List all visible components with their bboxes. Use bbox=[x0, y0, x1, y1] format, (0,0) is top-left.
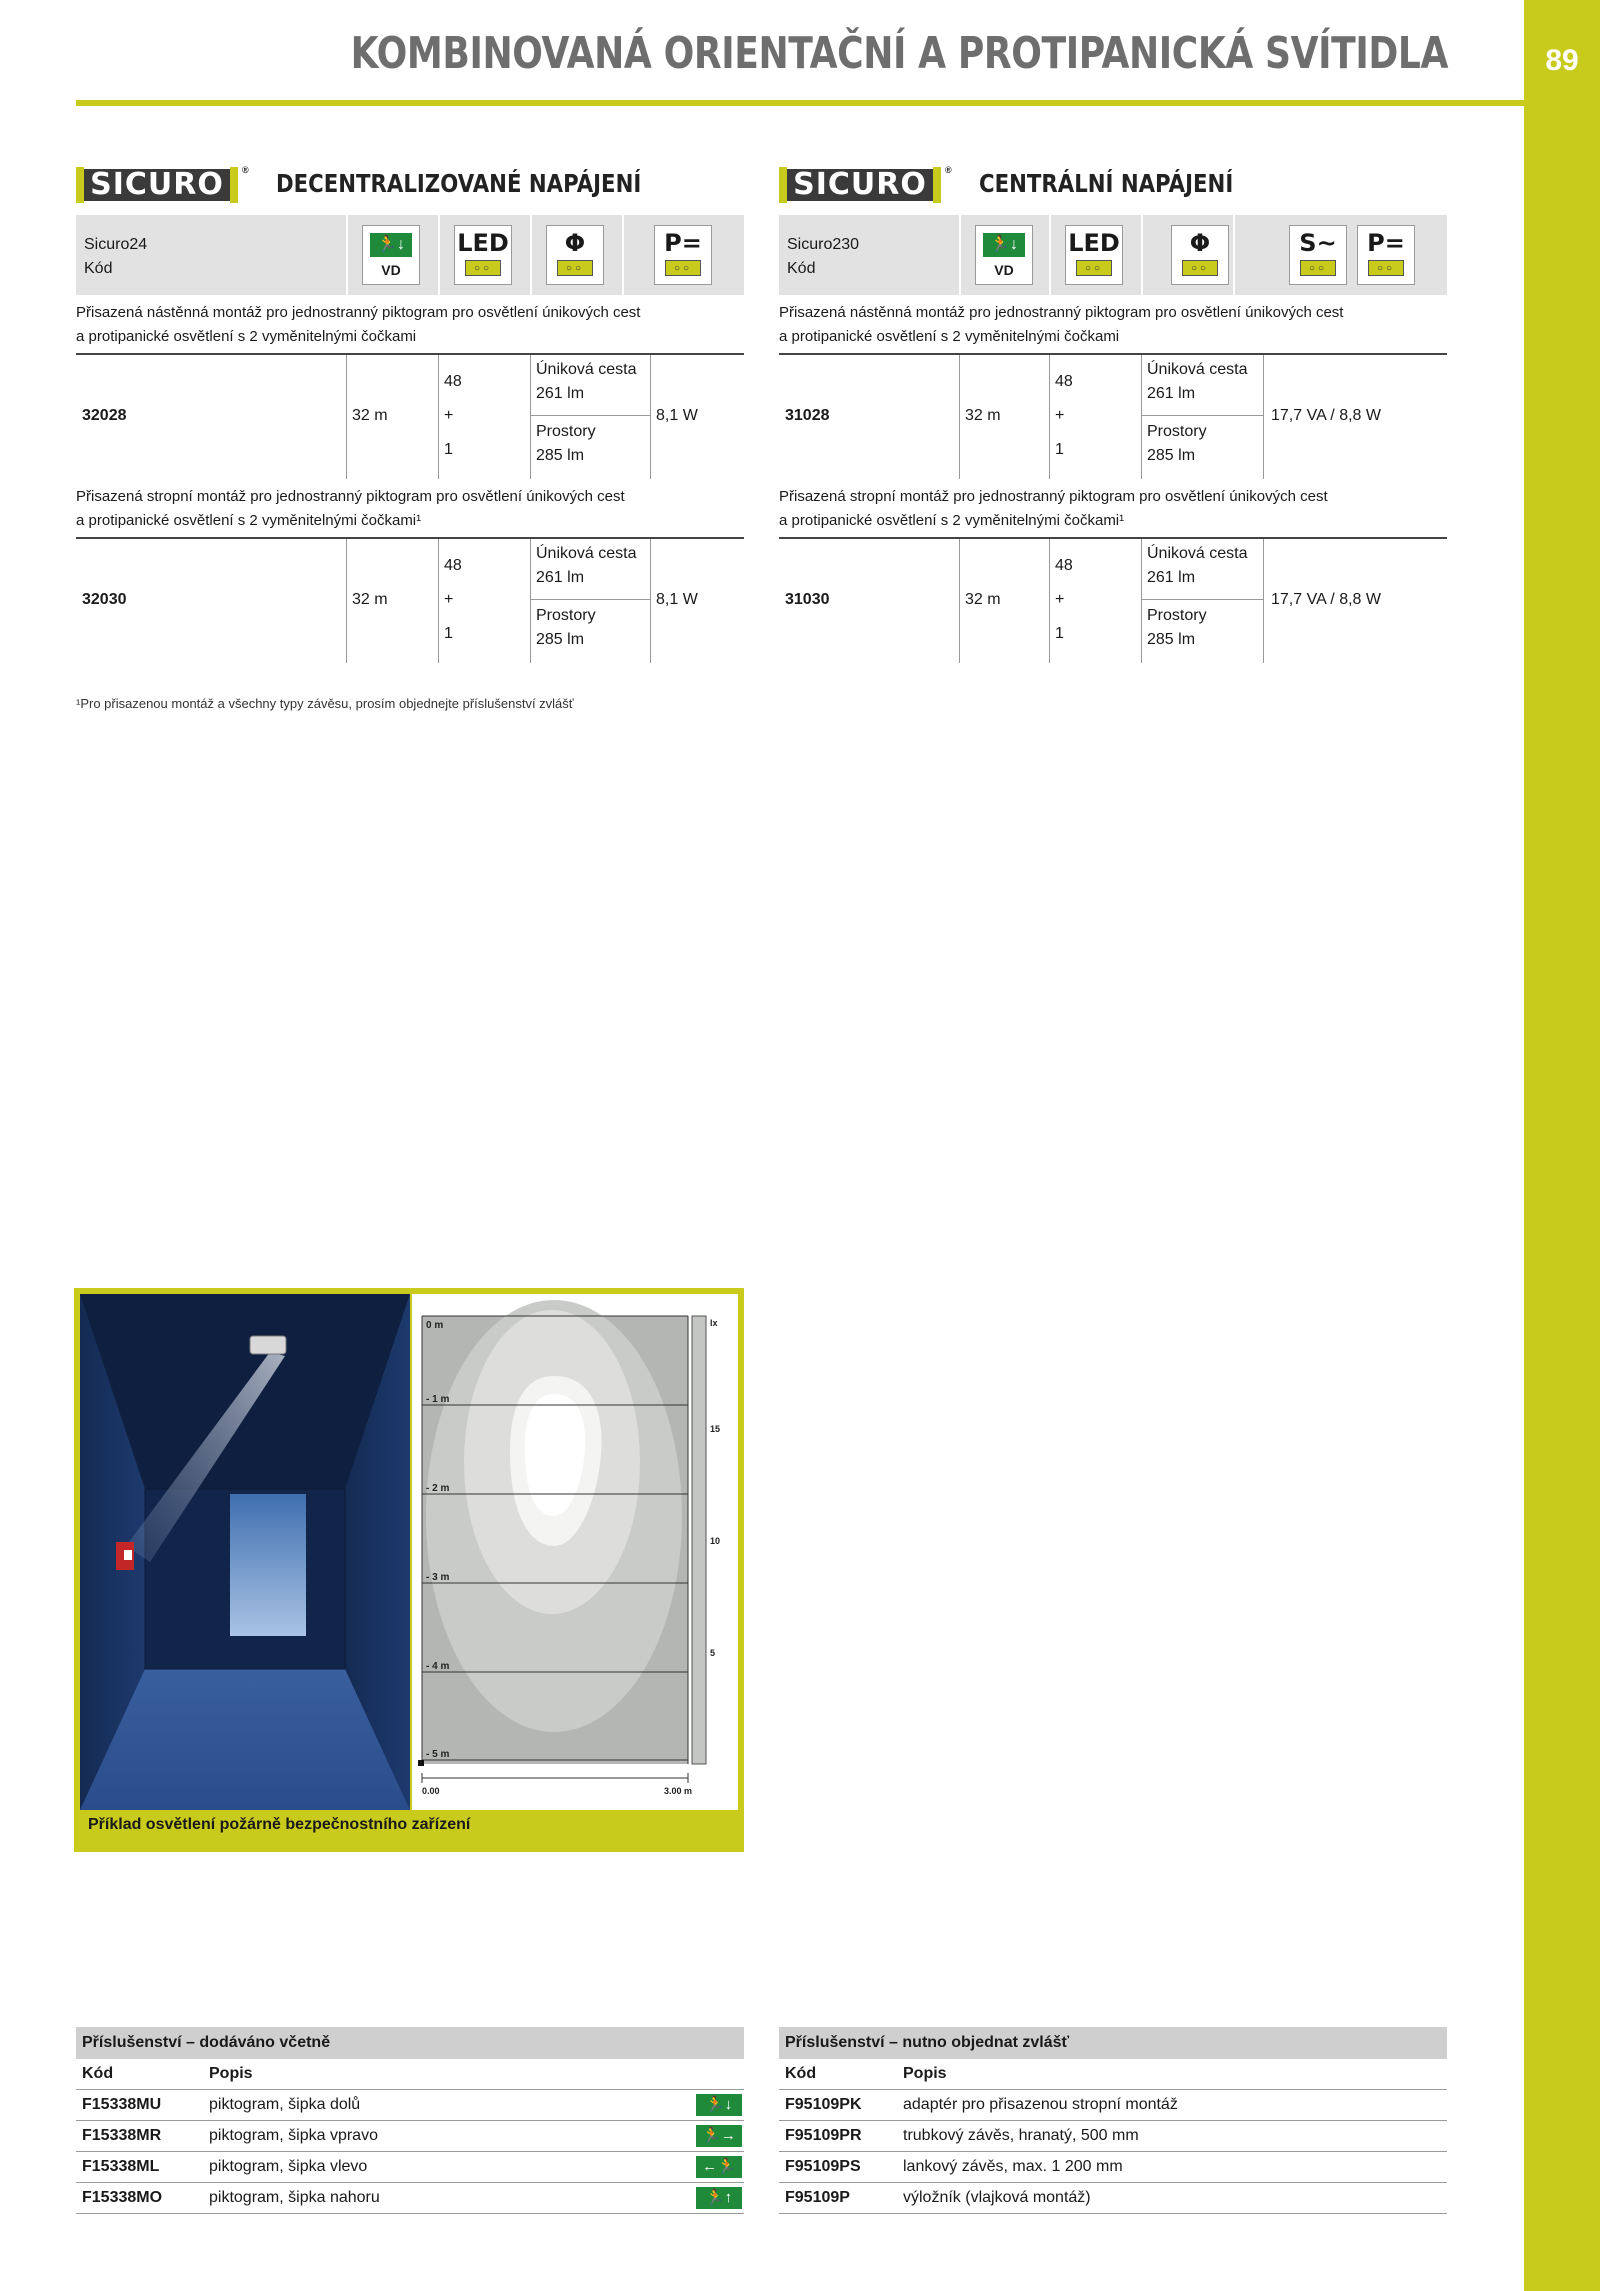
y-tick: - 5 m bbox=[426, 1749, 450, 1760]
code-label: Kód bbox=[787, 260, 816, 277]
table-row: F95109PR trubkový závěs, hranatý, 500 mm bbox=[779, 2120, 1447, 2151]
sicuro-logo: SICURO ® bbox=[76, 165, 238, 205]
exit-arrow-down-icon: 🏃↓ bbox=[696, 2094, 742, 2116]
product-code: 31028 bbox=[785, 407, 830, 424]
section-heading: DECENTRALIZOVANÉ NAPÁJENÍ bbox=[276, 169, 642, 198]
power-ac-icon: S~ ○○ bbox=[1289, 225, 1347, 285]
logo-text: SICURO bbox=[90, 167, 224, 202]
page-sidebar-band bbox=[1524, 0, 1600, 2291]
led-icon: LED ○○ bbox=[454, 225, 512, 285]
table-title: Příslušenství – dodáváno včetně bbox=[76, 2027, 744, 2059]
exit-sign-vd-icon: 🏃↓ VD bbox=[975, 225, 1033, 285]
mount-description: Přisazená stropní montáž pro jednostranný piktogram pro osvětlení únikových cest a protipanické osvětlení s 2 vyměnitelnými čočkami¹ bbox=[779, 488, 1328, 529]
power-value: 8,1 W bbox=[656, 591, 698, 608]
exit-sign-vd-icon: 🏃↓ VD bbox=[362, 225, 420, 285]
lux-unit: lx bbox=[710, 1318, 718, 1328]
exit-arrow-left-icon: ←🏃 bbox=[696, 2156, 742, 2178]
sicuro-logo: SICURO ® bbox=[779, 165, 941, 205]
table-row: F15338MU piktogram, šipka dolů 🏃↓ bbox=[76, 2089, 744, 2120]
logo-text: SICURO bbox=[793, 167, 927, 202]
product-code: 31030 bbox=[785, 591, 830, 608]
mount-description: Přisazená stropní montáž pro jednostranný piktogram pro osvětlení únikových cest a protipanické osvětlení s 2 vyměnitelnými čočkami¹ bbox=[76, 488, 625, 529]
power-value: 17,7 VA / 8,8 W bbox=[1271, 407, 1381, 424]
power-value: 8,1 W bbox=[656, 407, 698, 424]
y-tick: - 1 m bbox=[426, 1394, 450, 1405]
y-tick: 0 m bbox=[426, 1320, 444, 1331]
table-row: F15338MO piktogram, šipka nahoru 🏃↑ bbox=[76, 2182, 744, 2214]
spec-row: 31028 32 m 48 + 1 Úniková cesta 261 lm Prostory 285 lm 17,7 VA / 8,8 W bbox=[779, 353, 1447, 479]
page-title: KOMBINOVANÁ ORIENTAČNÍ A PROTIPANICKÁ SVÍTIDLA bbox=[350, 28, 1448, 79]
table-row: F95109P výložník (vlajková montáž) bbox=[779, 2182, 1447, 2214]
mount-description: Přisazená nástěnná montáž pro jednostranný piktogram pro osvětlení únikových cest a protipanické osvětlení s 2 vyměnitelnými čočkami bbox=[76, 304, 641, 345]
distance: 32 m bbox=[965, 591, 1001, 608]
power-dc-icon: P= ○○ bbox=[654, 225, 712, 285]
lux-tick: 5 bbox=[710, 1648, 716, 1658]
table-row: F15338MR piktogram, šipka vpravo 🏃→ bbox=[76, 2120, 744, 2151]
col-code: Kód bbox=[82, 2065, 114, 2082]
code-label: Kód bbox=[84, 260, 113, 277]
figure-caption: Příklad osvětlení požárně bezpečnostního zařízení bbox=[88, 1816, 471, 1833]
illumination-figure bbox=[74, 1288, 744, 1852]
table-row: F95109PS lankový závěs, max. 1 200 mm bbox=[779, 2151, 1447, 2182]
power-dc-icon: P= ○○ bbox=[1357, 225, 1415, 285]
col-code: Kód bbox=[785, 2065, 817, 2082]
lux-tick: 15 bbox=[710, 1424, 721, 1434]
distance: 32 m bbox=[352, 591, 388, 608]
table-row: F95109PK adaptér pro přisazenou stropní montáž bbox=[779, 2089, 1447, 2120]
exit-arrow-right-icon: 🏃→ bbox=[696, 2125, 742, 2147]
distance: 32 m bbox=[352, 407, 388, 424]
flux-icon: Φ ○○ bbox=[1171, 225, 1229, 285]
x-tick: 3.00 m bbox=[664, 1786, 693, 1796]
power-value: 17,7 VA / 8,8 W bbox=[1271, 591, 1381, 608]
col-desc: Popis bbox=[903, 2065, 947, 2082]
flux-icon: Φ ○○ bbox=[546, 225, 604, 285]
y-tick: - 3 m bbox=[426, 1572, 450, 1583]
footnote: ¹Pro přisazenou montáž a všechny typy závěsu, prosím objednejte příslušenství zvlášť bbox=[76, 696, 574, 711]
page-number: 89 bbox=[1545, 44, 1579, 77]
title-rule bbox=[76, 100, 1524, 106]
spec-header bbox=[779, 215, 1447, 295]
y-tick: - 4 m bbox=[426, 1661, 450, 1672]
spec-row: 32028 32 m 48 + 1 Úniková cesta 261 lm Prostory 285 lm 8,1 W bbox=[76, 353, 744, 479]
accessories-separate-table bbox=[779, 2027, 1447, 2214]
table-title: Příslušenství – nutno objednat zvlášť bbox=[779, 2027, 1447, 2059]
corridor-render bbox=[80, 1294, 410, 1810]
accessories-included-table bbox=[76, 2027, 744, 2214]
col-desc: Popis bbox=[209, 2065, 253, 2082]
product-line: Sicuro230 bbox=[787, 236, 860, 253]
spec-row: 32030 32 m 48 + 1 Úniková cesta 261 lm Prostory 285 lm 8,1 W bbox=[76, 537, 744, 663]
spec-row: 31030 32 m 48 + 1 Úniková cesta 261 lm Prostory 285 lm 17,7 VA / 8,8 W bbox=[779, 537, 1447, 663]
product-line: Sicuro24 bbox=[84, 236, 148, 253]
product-code: 32028 bbox=[82, 407, 127, 424]
product-code: 32030 bbox=[82, 591, 127, 608]
y-tick: - 2 m bbox=[426, 1483, 450, 1494]
distance: 32 m bbox=[965, 407, 1001, 424]
spec-header bbox=[76, 215, 744, 295]
isolux-diagram bbox=[412, 1294, 738, 1810]
x-tick: 0.00 bbox=[422, 1786, 440, 1796]
section-heading: CENTRÁLNÍ NAPÁJENÍ bbox=[979, 169, 1234, 198]
exit-arrow-up-icon: 🏃↑ bbox=[696, 2187, 742, 2209]
table-row: F15338ML piktogram, šipka vlevo ←🏃 bbox=[76, 2151, 744, 2182]
lux-tick: 10 bbox=[710, 1536, 721, 1546]
led-icon: LED ○○ bbox=[1065, 225, 1123, 285]
mount-description: Přisazená nástěnná montáž pro jednostranný piktogram pro osvětlení únikových cest a protipanické osvětlení s 2 vyměnitelnými čočkami bbox=[779, 304, 1344, 345]
